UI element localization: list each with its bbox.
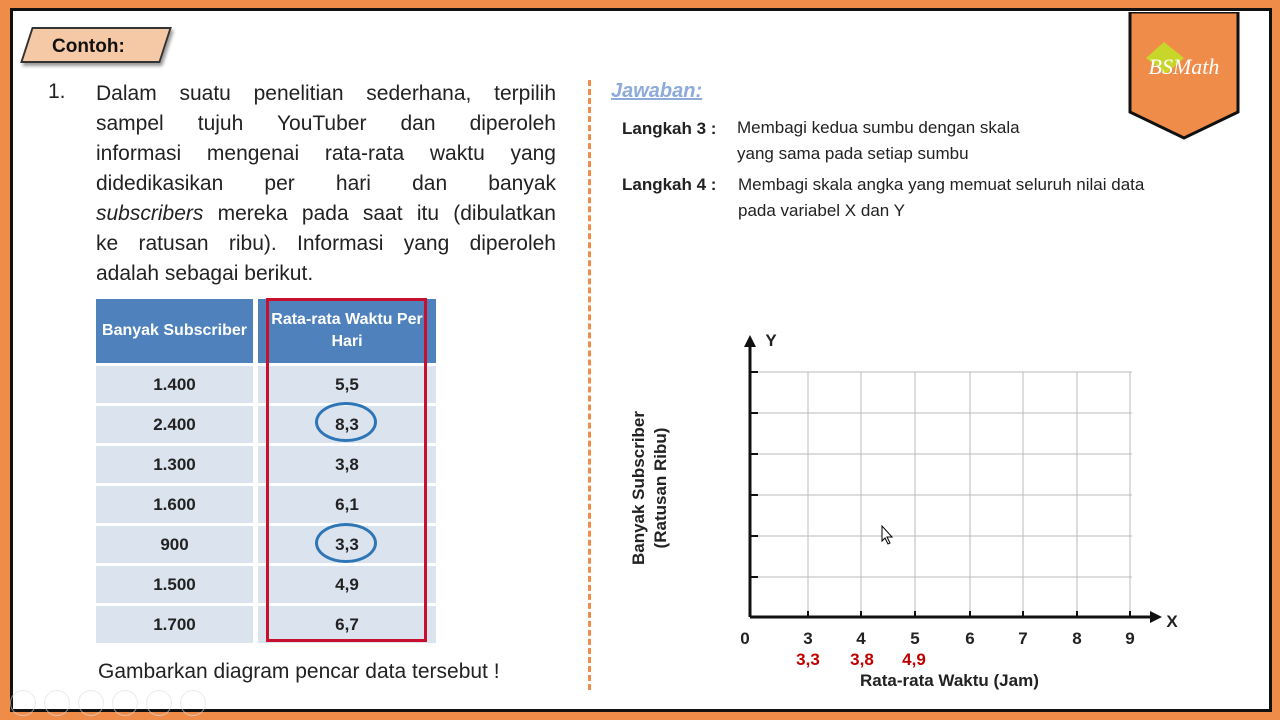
x-tick-label: 5	[910, 629, 920, 648]
y-arrow	[744, 335, 756, 347]
zoom-control-icon[interactable]	[146, 690, 172, 716]
prev-control-icon[interactable]	[10, 690, 36, 716]
q-line: Dalam suatu penelitian sederhana, terpilih	[96, 82, 556, 105]
contoh-label: Contoh:	[52, 36, 125, 57]
header-waktu: Rata-rata Waktu Per Hari	[258, 299, 436, 363]
q-line: adalah sebagai berikut.	[96, 262, 314, 285]
y-axis-name: Y	[765, 331, 777, 350]
cursor-icon	[882, 526, 892, 544]
x-axis-label: Rata-rata Waktu (Jam)	[860, 671, 1039, 690]
x-tick-label: 8	[1072, 629, 1082, 648]
header-subscriber: Banyak Subscriber	[96, 299, 258, 363]
q-line: informasi mengenai rata-rata waktu yang	[96, 142, 556, 165]
step-line: yang sama pada setiap sumbu	[737, 144, 969, 163]
pen-control-icon[interactable]	[78, 690, 104, 716]
cell-subscriber: 1.600	[96, 486, 258, 523]
x-mark-label: 3,8	[850, 650, 874, 669]
x-tick-label: 6	[965, 629, 975, 648]
step-line: Membagi kedua sumbu dengan skala	[737, 118, 1020, 137]
task-text: Gambarkan diagram pencar data tersebut !	[98, 660, 500, 683]
answer-title: Jawaban:	[611, 80, 703, 102]
pointer-control-icon[interactable]	[44, 690, 70, 716]
cell-subscriber: 1.500	[96, 566, 258, 603]
y-axis-label	[628, 358, 672, 618]
svg-text:BSMath: BSMath	[1148, 54, 1220, 79]
q-italic: subscribers	[96, 202, 204, 225]
step-line: Membagi skala angka yang memuat seluruh nilai data	[738, 175, 1145, 194]
cell-waktu: 3,8	[258, 446, 436, 483]
x-axis-name: X	[1166, 612, 1178, 631]
ylabel-line: (Ratusan Ribu)	[651, 427, 670, 549]
x-tick-label: 3	[803, 629, 813, 648]
cell-waktu: 6,1	[258, 486, 436, 523]
x-mark-label: 4,9	[902, 650, 926, 669]
cell-subscriber: 2.400	[96, 406, 258, 443]
q-line: didedikasikan per hari dan banyak	[96, 172, 556, 195]
x-tick-label: 9	[1125, 629, 1135, 648]
x-tick-label: 4	[856, 629, 866, 648]
more-control-icon[interactable]	[180, 690, 206, 716]
step-line: pada variabel X dan Y	[738, 201, 905, 220]
step-label: Langkah 4 :	[622, 175, 717, 194]
cell-waktu: 5,5	[258, 366, 436, 403]
cell-waktu: 4,9	[258, 566, 436, 603]
cell-waktu: 3,3	[258, 526, 436, 563]
x-tick-label: 7	[1018, 629, 1028, 648]
x-arrow	[1150, 611, 1162, 623]
cell-subscriber: 1.700	[96, 606, 258, 643]
x-mark-label: 3,3	[796, 650, 820, 669]
cell-subscriber: 900	[96, 526, 258, 563]
question-number: 1.	[48, 80, 66, 103]
cell-subscriber: 1.300	[96, 446, 258, 483]
ylabel-line: Banyak Subscriber	[629, 411, 648, 566]
q-line: ke ratusan ribu). Informasi yang diperoleh	[96, 232, 556, 255]
q-line: sampel tujuh YouTuber dan diperoleh	[96, 112, 556, 135]
cell-waktu: 8,3	[258, 406, 436, 443]
cell-subscriber: 1.400	[96, 366, 258, 403]
q-rest: mereka pada saat itu (dibulatkan	[203, 202, 556, 225]
cell-waktu: 6,7	[258, 606, 436, 643]
slides-control-icon[interactable]	[112, 690, 138, 716]
x-tick-label: 0	[740, 629, 750, 648]
step-label: Langkah 3 :	[622, 119, 717, 138]
